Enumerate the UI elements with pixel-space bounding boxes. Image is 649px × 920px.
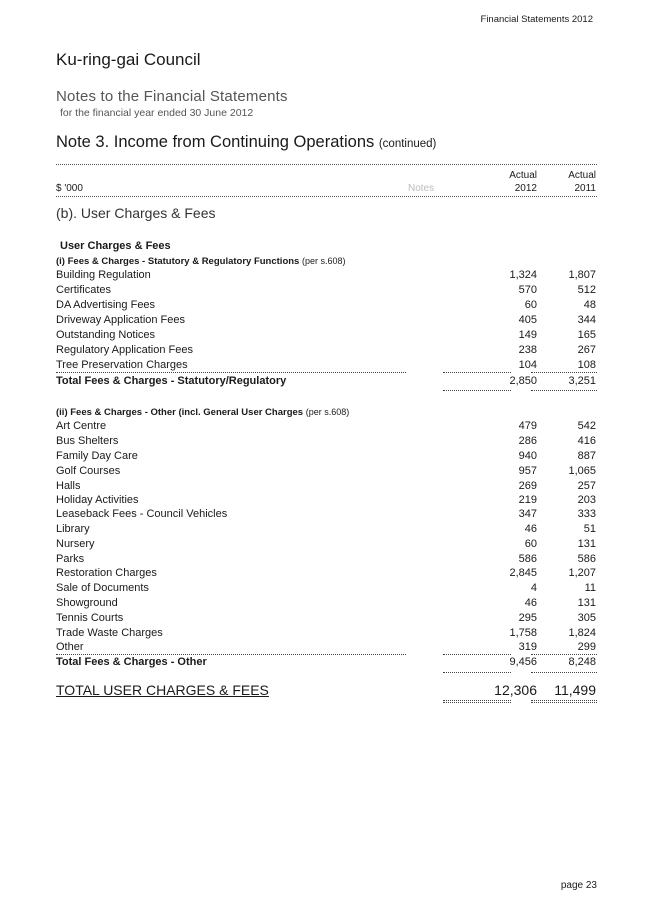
list-item-2012: 104 [518, 359, 537, 371]
list-item-label: Leaseback Fees - Council Vehicles [56, 508, 228, 520]
list-item-2011: 11 [584, 582, 596, 594]
col1-header-year: 2012 [514, 183, 537, 194]
document-header-title: Financial Statements 2012 [480, 14, 593, 25]
subtotal-rule-2011 [531, 654, 597, 655]
col1-header-top: Actual [509, 170, 537, 181]
list-item-2012: 286 [518, 435, 537, 447]
list-item-label: Nursery [56, 538, 95, 550]
list-item-2011: 48 [583, 299, 596, 311]
list-item-2011: 299 [577, 641, 596, 653]
subtotal-rule-2011 [531, 372, 597, 373]
subtotal-rule-2012 [443, 372, 511, 373]
list-item-2012: 219 [518, 494, 537, 506]
list-item-2012: 957 [518, 465, 537, 477]
subsection-ii-ref: (per s.608) [305, 407, 350, 417]
list-item-2011: 267 [577, 344, 596, 356]
list-item-label: Regulatory Application Fees [56, 344, 193, 356]
list-item-2012: 1,324 [509, 269, 537, 281]
grand-total-2012: 12,306 [494, 682, 537, 698]
list-item-2012: 46 [524, 597, 537, 609]
col2-header-top: Actual [568, 170, 596, 181]
list-item-label: Family Day Care [56, 450, 138, 462]
subtotal-underline-2012 [443, 390, 511, 391]
list-item-label: Sale of Documents [56, 582, 149, 594]
grand-total-label: TOTAL USER CHARGES & FEES [56, 682, 269, 698]
list-item-label: DA Advertising Fees [56, 299, 156, 311]
list-item-2011: 1,065 [568, 465, 596, 477]
subtotal-underline-2011 [531, 390, 597, 391]
notes-title: Notes to the Financial Statements [56, 88, 288, 105]
list-item-2012: 269 [518, 480, 537, 492]
list-item-label: Tree Preservation Charges [56, 359, 188, 371]
grand-total-underline-2012 [443, 700, 511, 701]
subsection-ii-title [56, 407, 349, 418]
list-item-2012: 347 [518, 508, 537, 520]
section-heading: (b). User Charges & Fees [56, 205, 216, 221]
list-item-2011: 416 [577, 435, 596, 447]
list-item-2011: 887 [577, 450, 596, 462]
list-item-2011: 1,207 [568, 567, 596, 579]
header-bottom-rule [56, 196, 597, 197]
subtotal-underline-2011 [531, 672, 597, 673]
subtotal-label: Total Fees & Charges - Statutory/Regulatory [56, 375, 287, 387]
grand-total-double-underline-2012 [443, 702, 511, 703]
unit-label: $ '000 [56, 183, 83, 194]
list-item-2011: 203 [577, 494, 596, 506]
list-item-2012: 46 [524, 523, 537, 535]
list-item-2011: 512 [577, 284, 596, 296]
list-item-2012: 238 [518, 344, 537, 356]
group-title: User Charges & Fees [60, 240, 171, 252]
note-title [56, 133, 436, 152]
list-item-2011: 1,807 [568, 269, 596, 281]
list-item-2012: 60 [524, 538, 537, 550]
grand-total-double-underline-2011 [531, 702, 597, 703]
list-item-2011: 165 [577, 329, 596, 341]
note-title-suffix: (continued) [378, 138, 437, 150]
subtotal-rule-label [56, 654, 406, 655]
grand-total-2011: 11,499 [554, 682, 596, 698]
list-item-2012: 940 [518, 450, 537, 462]
list-item-label: Trade Waste Charges [56, 627, 163, 639]
notes-subtitle: for the financial year ended 30 June 2012 [60, 107, 254, 119]
organization-name: Ku-ring-gai Council [56, 50, 201, 69]
subsection-ii-title-text: (ii) Fees & Charges - Other (incl. General User Charges [56, 407, 304, 418]
list-item-2011: 257 [577, 480, 596, 492]
list-item-2011: 131 [577, 597, 596, 609]
subtotal-2011: 3,251 [568, 375, 596, 387]
list-item-2012: 1,758 [509, 627, 537, 639]
subtotal-label: Total Fees & Charges - Other [56, 656, 207, 668]
list-item-label: Holiday Activities [56, 494, 139, 506]
list-item-label: Bus Shelters [56, 435, 119, 447]
list-item-2012: 4 [530, 582, 537, 594]
list-item-label: Halls [56, 480, 81, 492]
subtotal-2011: 8,248 [568, 656, 596, 668]
list-item-2012: 405 [518, 314, 537, 326]
page-number: page 23 [560, 880, 597, 891]
list-item-2012: 586 [518, 553, 537, 565]
subtotal-underline-2012 [443, 672, 511, 673]
list-item-2012: 295 [518, 612, 537, 624]
subtotal-rule-2012 [443, 654, 511, 655]
subtotal-rule-label [56, 372, 406, 373]
list-item-label: Other [56, 641, 84, 653]
list-item-label: Showground [56, 597, 118, 609]
list-item-label: Parks [56, 553, 85, 565]
header-top-rule [56, 164, 597, 165]
list-item-label: Driveway Application Fees [56, 314, 186, 326]
list-item-label: Tennis Courts [56, 612, 124, 624]
list-item-2011: 586 [577, 553, 596, 565]
list-item-2012: 479 [518, 420, 537, 432]
list-item-label: Golf Courses [56, 465, 121, 477]
subtotal-2012: 2,850 [509, 375, 537, 387]
list-item-2011: 1,824 [568, 627, 596, 639]
notes-column-label: Notes [408, 183, 435, 194]
list-item-label: Library [56, 523, 90, 535]
list-item-2012: 149 [518, 329, 537, 341]
grand-total-underline-2011 [531, 700, 597, 701]
list-item-2012: 2,845 [509, 567, 537, 579]
note-title-text: Note 3. Income from Continuing Operations [56, 133, 375, 151]
list-item-label: Art Centre [56, 420, 107, 432]
subsection-i-title-text: (i) Fees & Charges - Statutory & Regulatory Functions [56, 256, 300, 267]
list-item-2011: 51 [583, 523, 596, 535]
subsection-i-title [56, 256, 346, 267]
list-item-label: Restoration Charges [56, 567, 157, 579]
subtotal-2012: 9,456 [509, 656, 537, 668]
list-item-2012: 570 [518, 284, 537, 296]
list-item-label: Certificates [56, 284, 112, 296]
list-item-label: Building Regulation [56, 269, 151, 281]
list-item-2011: 542 [577, 420, 596, 432]
list-item-2011: 344 [577, 314, 596, 326]
list-item-2011: 131 [577, 538, 596, 550]
col2-header-year: 2011 [574, 183, 596, 194]
list-item-label: Outstanding Notices [56, 329, 156, 341]
subsection-i-ref: (per s.608) [301, 256, 346, 266]
list-item-2011: 305 [577, 612, 596, 624]
list-item-2011: 333 [577, 508, 596, 520]
list-item-2012: 60 [524, 299, 537, 311]
list-item-2012: 319 [518, 641, 537, 653]
list-item-2011: 108 [577, 359, 596, 371]
